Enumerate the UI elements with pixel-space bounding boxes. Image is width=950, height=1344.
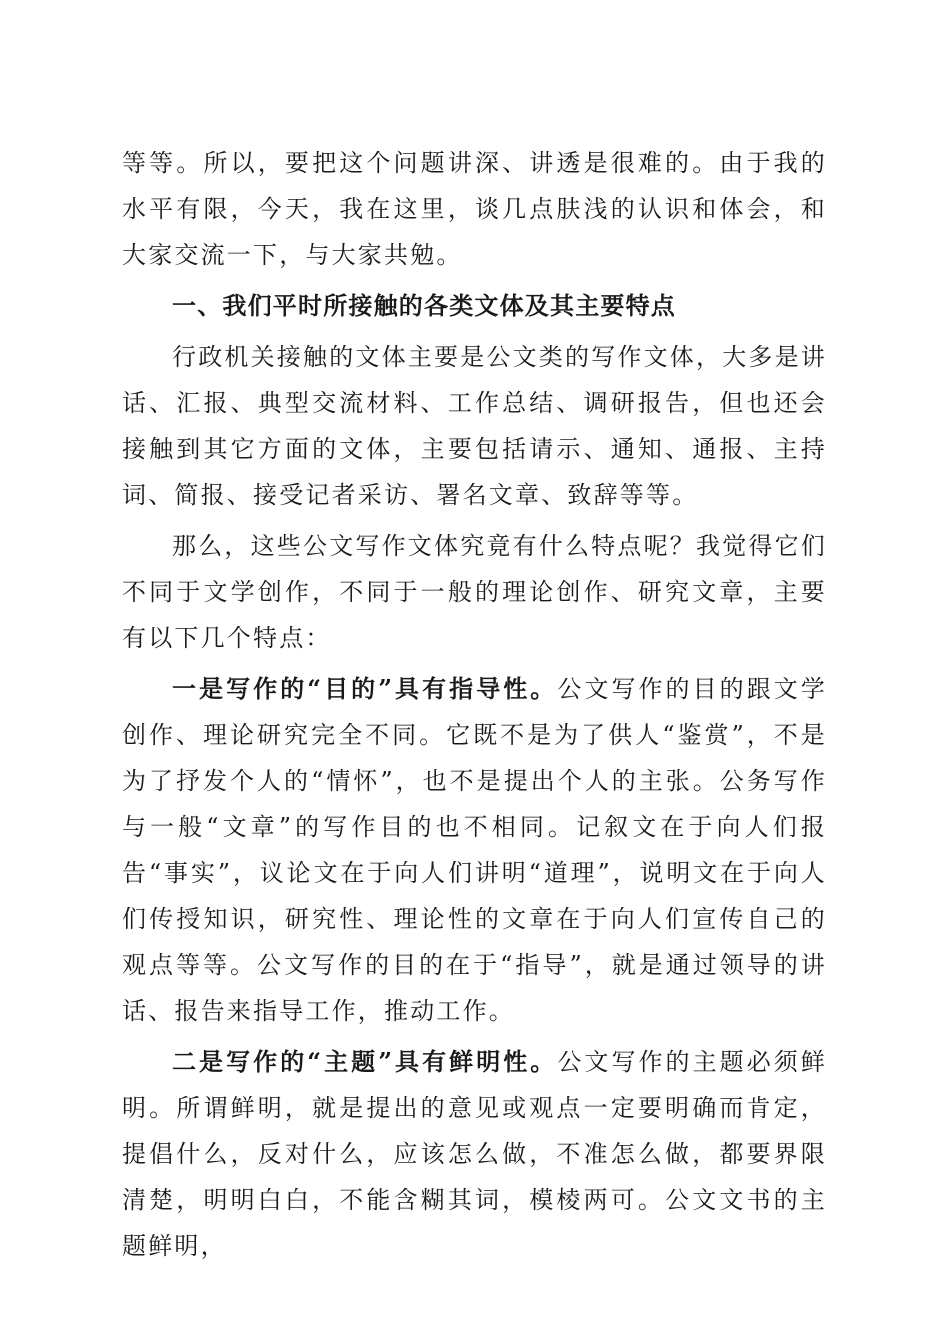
document-body — [122, 140, 827, 1274]
paragraph-features-question: 那么，这些公文写作文体究竟有什么特点呢？我觉得它们不同于文学创作，不同于一般的理论创作、研究文章，主要有以下几个特点： — [122, 532, 827, 652]
feature-two-text: 公文写作的主题必须鲜明。所谓鲜明，就是提出的意见或观点一定要明确而肯定，提倡什么，反对什么，应该怎么做，不准怎么做，都要界限清楚，明明白白，不能含糊其词，模棱两可。公文文书的主题鲜明， — [122, 1048, 828, 1260]
feature-two-lead: 二是写作的“主题”具有鲜明性。 — [172, 1047, 558, 1076]
feature-one-lead: 一是写作的“目的”具有指导性。 — [172, 674, 558, 703]
paragraph-intro-continuation: 等等。所以，要把这个问题讲深、讲透是很难的。由于我的水平有限，今天，我在这里，谈几点肤浅的认识和体会，和大家交流一下，与大家共勉。 — [122, 149, 827, 269]
feature-one-text: 公文写作的目的跟文学创作、理论研究完全不同。它既不是为了供人“鉴赏”，不是为了抒发个人的“情怀”，也不是提出个人的主张。公务写作与一般“文章”的写作目的也不相同。记叙文在于向人们报告“事实”，议论文在于向人们讲明“道理”，说明文在于向人们传授知识，研究性、理论性的文章在于向人们宣传自己的观点等等。公文写作的目的在于“指导”，就是通过领导的讲话、报告来指导工作，推动工作。 — [122, 675, 828, 1025]
paragraph-feature-two — [122, 1039, 827, 1269]
section-heading-1: 一、我们平时所接触的各类文体及其主要特点 — [172, 292, 676, 320]
paragraph-document-types: 行政机关接触的文体主要是公文类的写作文体，大多是讲话、汇报、典型交流材料、工作总结、调研报告，但也还会接触到其它方面的文体，主要包括请示、通知、通报、主持词、简报、接受记者采访、署名文章、致辞等等。 — [122, 343, 827, 509]
paragraph-feature-one — [122, 666, 827, 1034]
